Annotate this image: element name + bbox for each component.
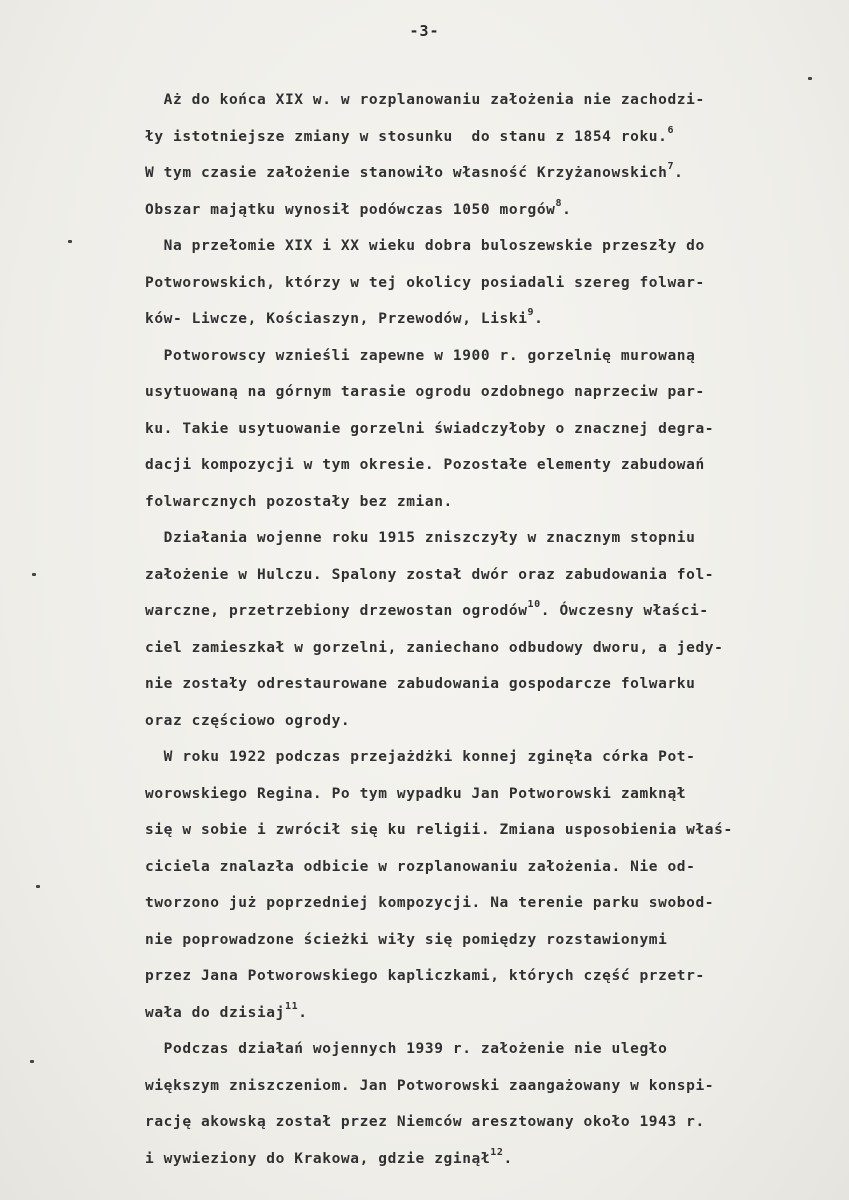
text-line-tail: . Ówczesny właści- (540, 603, 709, 619)
margin-mark (32, 573, 36, 576)
text-line-tail: . (298, 1004, 308, 1021)
text-line-content: W tym czasie założenie stanowiło własność Krzyżanowskich (145, 165, 668, 181)
footnote-reference: 12 (490, 1146, 504, 1158)
text-line-content: folwarcznych pozostały bez zmian. (145, 493, 453, 510)
text-line-tail: . (674, 165, 684, 181)
text-line (145, 338, 795, 375)
text-line-content: przez Jana Potworowskiego kapliczkami, których część przetr- (145, 968, 705, 984)
text-line (145, 593, 795, 630)
text-line-content: rację akowską został przez Niemców aresztowany około 1943 r. (145, 1114, 705, 1130)
margin-mark (36, 885, 40, 888)
text-line (145, 265, 795, 302)
text-line-content: Na przełomie XIX i XX wieku dobra buloszewskie przeszły do (145, 238, 705, 254)
text-line-content: ku. Takie usytuowanie gorzelni świadczyłoby o znacznej degra- (145, 420, 715, 437)
text-line (145, 703, 795, 740)
text-line-content: nie poprowadzone ścieżki wiły się pomiędzy rozstawionymi (145, 931, 668, 948)
text-line (145, 958, 795, 995)
text-line (145, 1068, 795, 1105)
margin-mark (30, 1060, 34, 1063)
text-line-content: większym zniszczeniom. Jan Potworowski zaangażowany w konspi- (145, 1077, 715, 1094)
text-line-content: nie zostały odrestaurowane zabudowania gospodarcze folwarku (145, 676, 696, 692)
text-line (145, 411, 795, 448)
footnote-reference: 9 (527, 307, 535, 318)
text-line (145, 484, 795, 521)
footnote-reference: 11 (284, 1000, 299, 1012)
text-line (145, 557, 795, 594)
text-line-content: i wywieziony do Krakowa, gdzie zginął (145, 1150, 491, 1167)
text-line (145, 849, 795, 886)
text-line-content: ciel zamieszkał w gorzelni, zaniechano odbudowy dworu, a jedy- (145, 639, 724, 656)
text-line-content: usytuowaną na górnym tarasie ogrodu ozdobnego naprzeciw par- (145, 384, 705, 400)
page-number: -3- (409, 22, 440, 40)
text-line-content: Potworowscy wznieśli zapewne w 1900 r. gorzelnię murowaną (145, 347, 696, 364)
text-line (145, 520, 795, 557)
text-line (145, 301, 795, 338)
margin-mark (808, 77, 812, 80)
text-line-content: warczne, przetrzebiony drzewostan ogrodów (145, 603, 528, 619)
text-line (145, 995, 795, 1032)
text-line (145, 739, 795, 776)
text-line (145, 776, 795, 813)
text-line-tail: . (534, 311, 544, 327)
text-line-tail: . (562, 201, 572, 218)
text-line (145, 1104, 795, 1141)
text-line-content: Potworowskich, którzy w tej okolicy posiadali szereg folwar- (145, 274, 705, 291)
footnote-reference: 10 (527, 599, 541, 610)
margin-mark (68, 240, 72, 243)
text-line (145, 1141, 795, 1178)
text-line-content: Podczas działań wojennych 1939 r. założenie nie uległo (145, 1041, 668, 1057)
text-line-content: Działania wojenne roku 1915 zniszczyły w znacznym stopniu (145, 530, 696, 546)
text-line-content: ły istotniejsze zmiany w stosunku do stanu z 1854 roku. (145, 128, 668, 145)
text-line-content: W roku 1922 podczas przejażdżki konnej zginęła córka Pot- (145, 749, 696, 765)
text-line-content: ciciela znalazła odbicie w rozplanowaniu założenia. Nie od- (145, 858, 696, 875)
text-line (145, 885, 795, 922)
text-line-content: ków- Liwcze, Kościaszyn, Przewodów, Liski (145, 311, 528, 327)
text-line (145, 374, 795, 411)
text-line-content: worowskiego Regina. Po tym wypadku Jan Potworowski zamknął (145, 785, 687, 802)
text-line-content: Obszar majątku wynosił podówczas 1050 morgów (145, 201, 556, 218)
text-line (145, 447, 795, 484)
footnote-reference: 7 (667, 161, 675, 172)
text-line-content: założenie w Hulczu. Spalony został dwór oraz zabudowania fol- (145, 566, 715, 583)
text-line-tail: . (503, 1150, 513, 1167)
text-line (145, 82, 795, 119)
text-line (145, 192, 795, 229)
text-line (145, 155, 795, 192)
footnote-reference: 8 (555, 197, 563, 209)
text-line (145, 119, 795, 156)
text-line (145, 630, 795, 667)
text-line-content: dacji kompozycji w tym okresie. Pozostałe elementy zabudowań (145, 457, 705, 473)
text-line-content: tworzono już poprzedniej kompozycji. Na terenie parku swobod- (145, 895, 715, 911)
text-line-content: oraz częściowo ogrody. (145, 712, 351, 729)
body-text (145, 82, 795, 1177)
text-line (145, 812, 795, 849)
text-line-content: Aż do końca XIX w. w rozplanowaniu założenia nie zachodzi- (145, 92, 705, 108)
text-line (145, 1031, 795, 1068)
text-line (145, 228, 795, 265)
text-line (145, 666, 795, 703)
footnote-reference: 6 (667, 124, 675, 136)
text-line-content: wała do dzisiaj (145, 1004, 285, 1021)
text-line (145, 922, 795, 959)
text-line-content: się w sobie i zwrócił się ku religii. Zmiana usposobienia właś- (145, 822, 733, 838)
